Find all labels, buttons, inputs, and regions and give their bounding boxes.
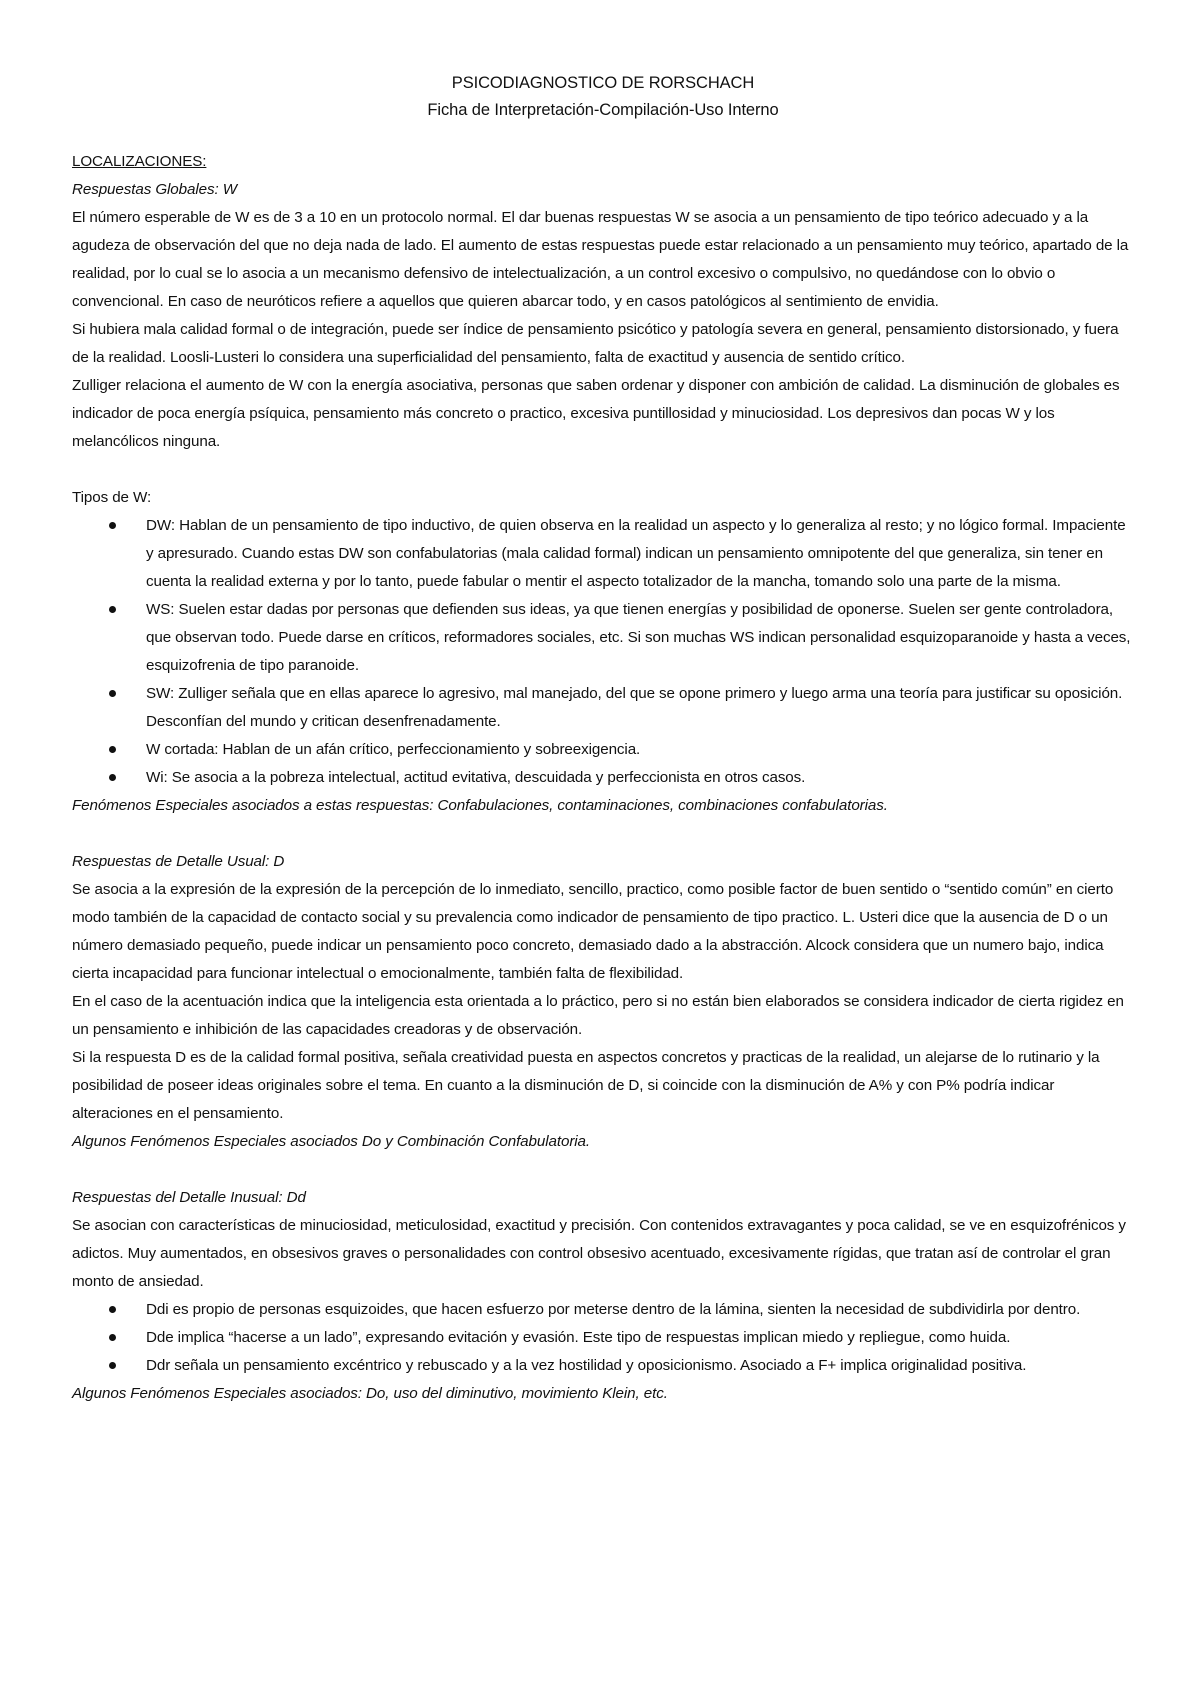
globales-paragraph-2: Si hubiera mala calidad formal o de integración, puede ser índice de pensamiento psicótico y patología severa en general, pensamiento distorsionado, y fuera de la realidad. Loosli-Lusteri lo considera una superficialidad del pensamiento, falta de exactitud y ausencia de sentido crítico.	[72, 321, 1119, 366]
types-list	[72, 512, 1134, 792]
detalle-usual-paragraph-2: En el caso de la acentuación indica que la inteligencia esta orientada a lo práctico, pero si no están bien elaborados se considera indicador de cierta rigidez en un pensamiento e inhibición de las capacidades creadoras y de observación.	[72, 993, 1124, 1038]
item-text: Suelen estar dadas por personas que defienden sus ideas, ya que tienen energías y posibilidad de oponerse. Suelen ser gente controladora, que observan todo. Puede darse en críticos, reformadores sociales, etc. Si son muchas WS indican personalidad esquizoparanoide y hasta a veces, esquizofrenia de tipo paranoide.	[146, 601, 1131, 674]
bullet-icon	[109, 1362, 116, 1369]
detalle-usual-heading: Respuestas de Detalle Usual: D	[72, 853, 285, 870]
detalle-usual-note: Algunos Fenómenos Especiales asociados Do y Combinación Confabulatoria.	[72, 1133, 591, 1150]
item-text: Ddi es propio de personas esquizoides, que hacen esfuerzo por meterse dentro de la lámina, sienten la necesidad de subdividirla por dentro.	[146, 1301, 1081, 1318]
detalle-inusual-note: Algunos Fenómenos Especiales asociados: Do, uso del diminutivo, movimiento Klein, etc.	[72, 1385, 668, 1402]
bullet-icon	[109, 606, 116, 613]
globales-note: Fenómenos Especiales asociados a estas respuestas: Confabulaciones, contaminaciones, combinaciones confabulatorias.	[72, 797, 888, 814]
item-lead: W cortada:	[146, 741, 219, 758]
bullet-icon	[109, 774, 116, 781]
detalle-usual-paragraph-1: Se asocia a la expresión de la expresión de la percepción de lo inmediato, sencillo, practico, como posible factor de buen sentido o “sentido común” en cierto modo también de la capacidad de contacto social y su prevalencia como indicador de pensamiento de tipo practico. L. Usteri dice que la ausencia de D o un número demasiado pequeño, puede indicar un pensamiento poco concreto, demasiado dado a la abstracción. Alcock considera que un numero bajo, indica cierta incapacidad para funcionar intelectual o emocionalmente, también falta de flexibilidad.	[72, 881, 1114, 982]
document-page	[72, 70, 1134, 1408]
detalle-inusual-paragraph-1: Se asocian con características de minuciosidad, meticulosidad, exactitud y precisión. Con contenidos extravagantes y poca calidad, se ve en esquizofrénicos y adictos. Muy aumentados, en obsesivos graves o personalidades con control obsesivo acentuado, excesivamente rígidas, que tratan así de controlar el gran monto de ansiedad.	[72, 1217, 1126, 1290]
item-lead: WS:	[146, 601, 175, 618]
spacer	[72, 456, 1134, 484]
spacer	[72, 820, 1134, 848]
bullet-icon	[109, 1334, 116, 1341]
globales-paragraph-3: Zulliger relaciona el aumento de W con la energía asociativa, personas que saben ordenar y disponer con ambición de calidad. La disminución de globales es indicador de poca energía psíquica, pensamiento más concreto o practico, excesiva puntillosidad y minuciosidad. Los depresivos dan pocas W y los melancólicos ninguna.	[72, 377, 1120, 450]
list-item	[72, 736, 1134, 764]
list-item	[72, 764, 1134, 792]
bullet-icon	[109, 746, 116, 753]
list-item	[72, 512, 1134, 596]
inusual-list	[72, 1296, 1134, 1380]
item-text: Dde implica “hacerse a un lado”, expresando evitación y evasión. Este tipo de respuestas implican miedo y repliegue, como huida.	[146, 1329, 1011, 1346]
bullet-icon	[109, 1306, 116, 1313]
item-text: Hablan de un afán crítico, perfeccionamiento y sobreexigencia.	[218, 741, 641, 758]
list-item	[72, 596, 1134, 680]
item-text: Zulliger señala que en ellas aparece lo agresivo, mal manejado, del que se opone primero y luego arma una teoría para justificar su oposición. Desconfían del mundo y critican desenfrenadamente.	[146, 685, 1123, 730]
section-heading: LOCALIZACIONES:	[72, 153, 207, 170]
document-title: PSICODIAGNOSTICO DE RORSCHACH	[451, 74, 755, 92]
bullet-icon	[109, 522, 116, 529]
detalle-inusual-heading: Respuestas del Detalle Inusual: Dd	[72, 1189, 306, 1206]
globales-paragraph-1: El número esperable de W es de 3 a 10 en un protocolo normal. El dar buenas respuestas W se asocia a un pensamiento de tipo teórico adecuado y a la agudeza de observación del que no deja nada de lado. El aumento de estas respuestas puede estar relacionado a un pensamiento muy teórico, apartado de la realidad, por lo cual se lo asocia a un mecanismo defensivo de intelectualización, a un control excesivo o compulsivo, no quedándose con lo obvio o convencional. En caso de neuróticos refiere a aquellos que quieren abarcar todo, y en casos patológicos al sentimiento de envidia.	[72, 209, 1129, 310]
item-lead: SW:	[146, 685, 175, 702]
item-text: Ddr señala un pensamiento excéntrico y rebuscado y a la vez hostilidad y oposicionismo. Asociado a F+ implica originalidad positiva.	[146, 1357, 1027, 1374]
item-text: Se asocia a la pobreza intelectual, actitud evitativa, descuidada y perfeccionista en otros casos.	[167, 769, 806, 786]
bullet-icon	[109, 690, 116, 697]
list-item	[72, 1296, 1134, 1324]
item-text: Hablan de un pensamiento de tipo inductivo, de quien observa en la realidad un aspecto y lo generaliza al resto; y no lógico formal. Impaciente y apresurado. Cuando estas DW son confabulatorias (mala calidad formal) indican un pensamiento omnipotente del que generaliza, sin tener en cuenta la realidad externa y por lo tanto, puede fabular o mentir el aspecto totalizador de la mancha, tomando solo una parte de la misma.	[146, 517, 1126, 590]
list-item	[72, 1324, 1134, 1352]
spacer	[72, 1156, 1134, 1184]
types-label: Tipos de W:	[72, 489, 152, 506]
globales-heading: Respuestas Globales: W	[72, 181, 237, 198]
document-subtitle: Ficha de Interpretación-Compilación-Uso Interno	[427, 101, 779, 119]
list-item	[72, 1352, 1134, 1380]
item-lead: Wi:	[146, 769, 168, 786]
item-lead: DW:	[146, 517, 175, 534]
list-item	[72, 680, 1134, 736]
detalle-usual-paragraph-3: Si la respuesta D es de la calidad formal positiva, señala creatividad puesta en aspectos concretos y practicas de la realidad, un alejarse de lo rutinario y la posibilidad de poseer ideas originales sobre el tema. En cuanto a la disminución de D, si coincide con la disminución de A% y con P% podría indicar alteraciones en el pensamiento.	[72, 1049, 1100, 1122]
